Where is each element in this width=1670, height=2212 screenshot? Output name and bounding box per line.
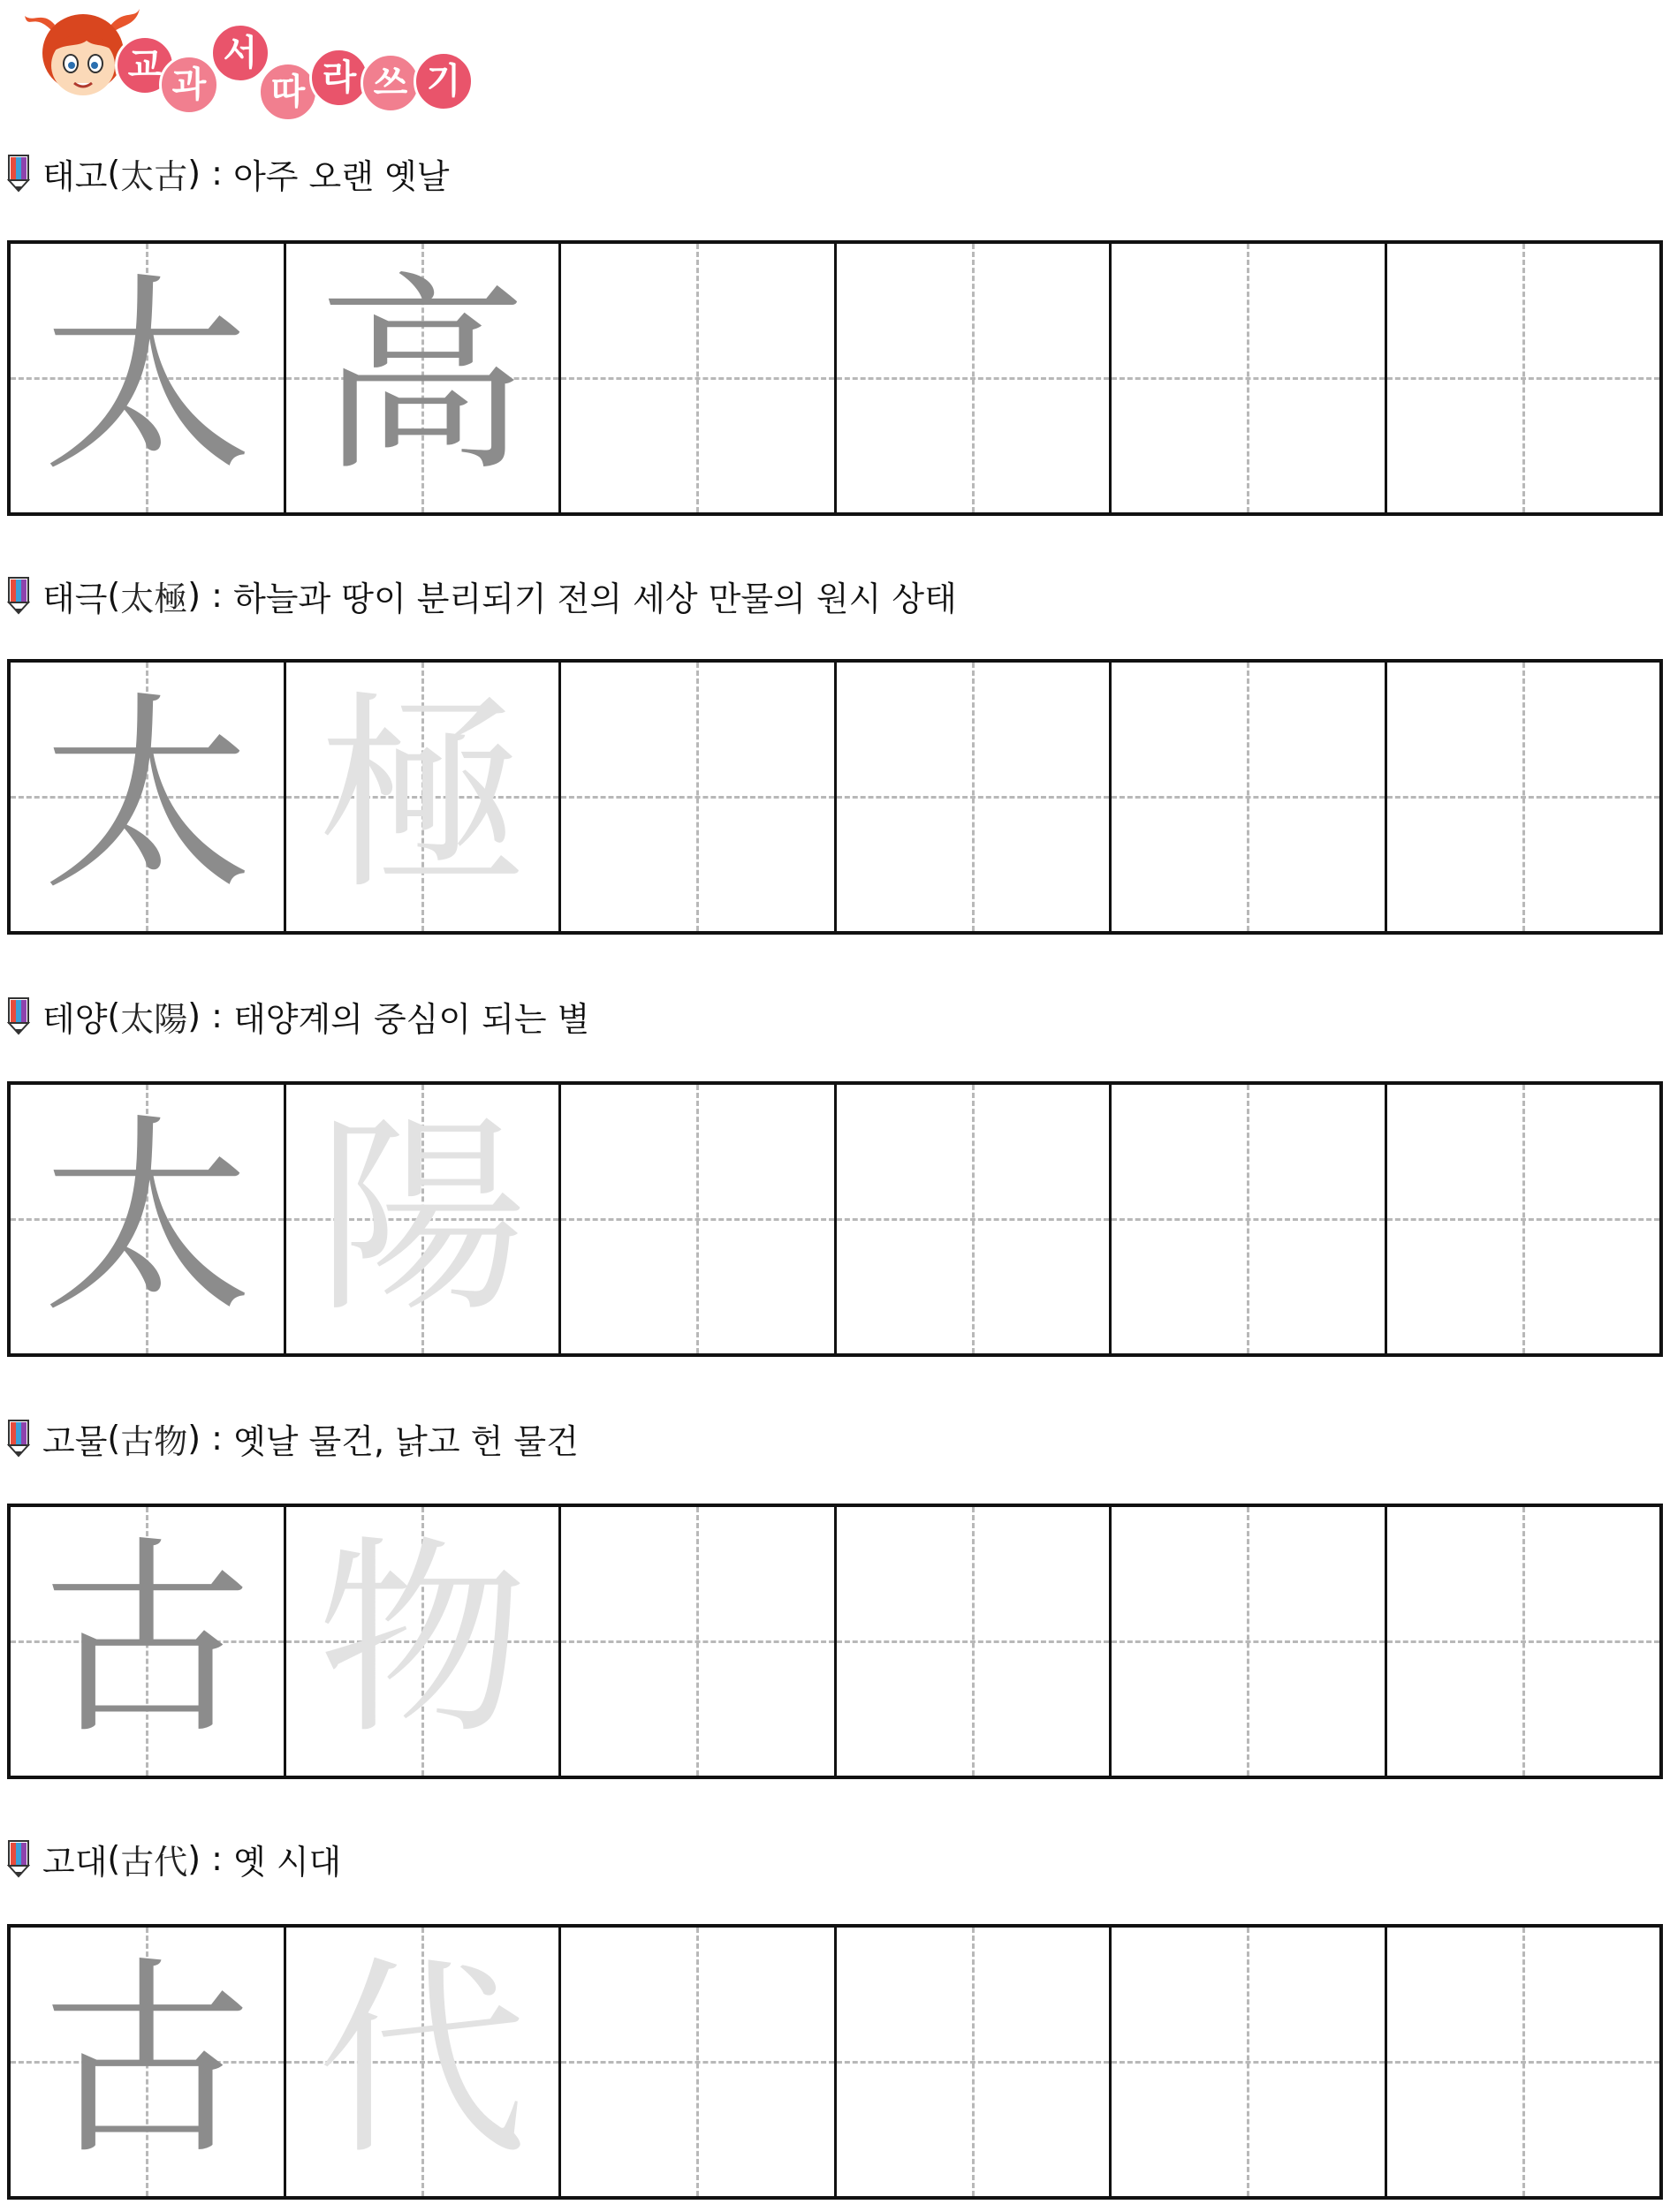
grid-cell[interactable]: [11, 244, 284, 512]
logo-char-2: 과: [159, 55, 219, 115]
writing-grid: [7, 1504, 1663, 1779]
pencil-icon: [7, 154, 30, 193]
grid-cell[interactable]: [834, 244, 1110, 512]
grid-cell[interactable]: [1385, 1085, 1660, 1353]
pencil-icon: [7, 996, 30, 1035]
vocab-hanja: 太極: [120, 579, 188, 618]
section-heading: 태극 ( 太極 ) : 하늘과 땅이 분리되기 전의 세상 만물의 원시 상태: [7, 569, 957, 622]
grid-cell[interactable]: [1385, 663, 1660, 931]
grid-cell[interactable]: [558, 1928, 834, 2196]
grid-cell[interactable]: [558, 663, 834, 931]
logo-char-3: 서: [210, 23, 270, 83]
grid-cell[interactable]: [1385, 1928, 1660, 2196]
pencil-icon: [7, 1419, 30, 1458]
logo-char-1: 교: [115, 35, 175, 95]
writing-grid: [7, 1924, 1663, 2200]
grid-cell[interactable]: [1109, 1928, 1385, 2196]
vocab-word: 태극: [42, 579, 108, 618]
logo-char-4: 따: [258, 62, 318, 122]
section-heading: 고물 ( 古物 ) : 옛날 물건, 낡고 헌 물건: [7, 1412, 579, 1465]
section-heading: 테양 ( 太陽 ) : 태양계의 중심이 되는 별: [7, 989, 589, 1042]
section-heading: 고대 ( 古代 ) : 옛 시대: [7, 1832, 341, 1885]
grid-cell[interactable]: [284, 1507, 559, 1776]
vocab-word: 고물: [42, 1421, 108, 1461]
vocab-hanja: 古物: [120, 1421, 188, 1461]
grid-cell[interactable]: [834, 1085, 1110, 1353]
grid-cell[interactable]: [1385, 244, 1660, 512]
logo-char-5: 라: [309, 48, 369, 108]
grid-cell[interactable]: [11, 1085, 284, 1353]
grid-cell[interactable]: [11, 1928, 284, 2196]
logo-char-7: 기: [414, 51, 474, 111]
pencil-icon: [7, 576, 30, 615]
textbook-copy-logo: [25, 0, 484, 124]
grid-cell[interactable]: [558, 244, 834, 512]
grid-cell[interactable]: [834, 1928, 1110, 2196]
trace-char: 高: [316, 255, 528, 500]
section-heading: 태고 ( 太古 ) : 아주 오랜 옛날: [7, 147, 449, 200]
grid-cell[interactable]: [834, 1507, 1110, 1776]
trace-char: 太: [42, 255, 253, 500]
vocab-word: 태고: [42, 156, 108, 196]
grid-cell[interactable]: [284, 663, 559, 931]
vocab-meaning: 하늘과 땅이 분리되기 전의 세상 만물의 원시 상태: [233, 579, 957, 618]
grid-cell[interactable]: [11, 663, 284, 931]
grid-cell[interactable]: [1109, 1085, 1385, 1353]
trace-char: 極: [316, 674, 528, 919]
grid-cell[interactable]: [1109, 663, 1385, 931]
vocab-meaning: 아주 오랜 옛날: [233, 156, 450, 196]
trace-char: 古: [42, 1519, 253, 1763]
grid-cell[interactable]: [834, 663, 1110, 931]
trace-char: 代: [316, 1939, 528, 2184]
vocab-meaning: 옛 시대: [233, 1842, 342, 1882]
trace-char: 陽: [316, 1096, 528, 1341]
trace-char: 太: [42, 1096, 253, 1341]
trace-char: 古: [42, 1939, 253, 2184]
grid-cell[interactable]: [558, 1507, 834, 1776]
grid-cell[interactable]: [1109, 1507, 1385, 1776]
vocab-word: 고대: [42, 1842, 108, 1882]
pencil-icon: [7, 1839, 30, 1878]
vocab-hanja: 太古: [120, 156, 188, 196]
writing-grid: [7, 240, 1663, 516]
grid-cell[interactable]: [284, 244, 559, 512]
writing-grid: [7, 659, 1663, 935]
vocab-word: 테양: [42, 999, 108, 1039]
grid-cell[interactable]: [1385, 1507, 1660, 1776]
grid-cell[interactable]: [284, 1085, 559, 1353]
grid-cell[interactable]: [1109, 244, 1385, 512]
grid-cell[interactable]: [558, 1085, 834, 1353]
vocab-hanja: 古代: [120, 1842, 188, 1882]
vocab-hanja: 太陽: [120, 999, 188, 1039]
logo-char-6: 쓰: [361, 53, 421, 113]
grid-cell[interactable]: [284, 1928, 559, 2196]
vocab-meaning: 태양계의 중심이 되는 별: [233, 999, 590, 1039]
trace-char: 太: [42, 674, 253, 919]
grid-cell[interactable]: [11, 1507, 284, 1776]
trace-char: 物: [316, 1519, 528, 1763]
vocab-meaning: 옛날 물건, 낡고 헌 물건: [233, 1421, 579, 1461]
writing-grid: [7, 1081, 1663, 1357]
